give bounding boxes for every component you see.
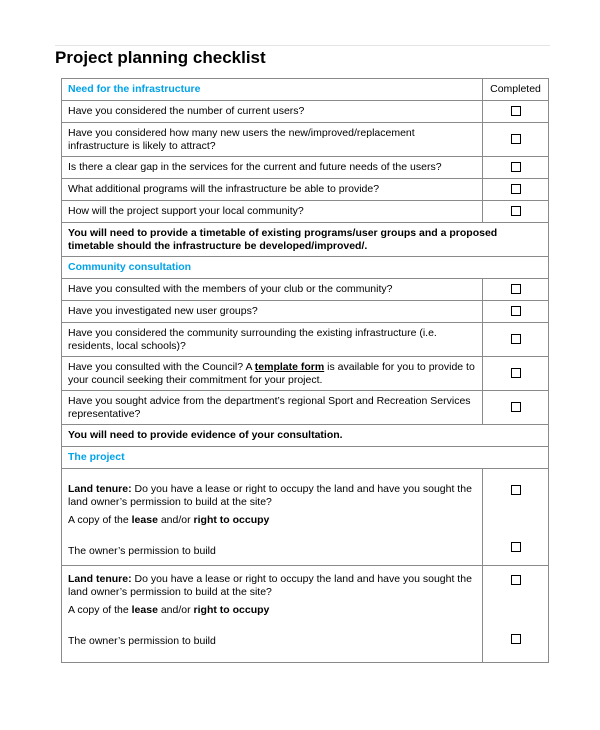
lease-copy-prefix: A copy of the <box>68 514 132 526</box>
consultation-note: You will need to provide evidence of your consultation. <box>62 425 549 447</box>
checkbox[interactable] <box>511 485 521 495</box>
completed-cell <box>483 323 549 357</box>
completed-cell <box>483 101 549 123</box>
lease-copy-line <box>68 514 476 527</box>
section-heading-community: Community consultation <box>62 257 549 279</box>
question-text: Have you considered the community surrounding the existing infrastructure (i.e. residents, local schools)? <box>62 323 483 357</box>
question-text: Have you considered how many new users the new/improved/replacement infrastructure is likely to attract? <box>62 123 483 157</box>
question-text: Have you investigated new user groups? <box>62 301 483 323</box>
checklist-table <box>61 78 549 663</box>
checkbox-line <box>489 574 542 587</box>
land-tenure-label: Land tenure: <box>68 573 132 585</box>
infrastructure-note: You will need to provide a timetable of existing programs/user groups and a proposed timetable should the infrastructure be developed/improved/. <box>62 223 549 257</box>
lease-copy-line <box>68 604 476 617</box>
table-row <box>62 323 549 357</box>
question-text <box>62 357 483 391</box>
land-tenure-question <box>68 573 476 599</box>
checkbox[interactable] <box>511 306 521 316</box>
title-rule <box>55 45 550 46</box>
checkbox[interactable] <box>511 106 521 116</box>
question-text: Have you sought advice from the department’s regional Sport and Recreation Services representative? <box>62 391 483 425</box>
table-row <box>62 157 549 179</box>
section-row <box>62 257 549 279</box>
table-row <box>62 357 549 391</box>
land-tenure-question <box>68 483 476 509</box>
land-tenure-text: Do you have a lease or right to occupy the land and have you sought the land owner’s permission to build at the site? <box>68 483 472 508</box>
checkbox[interactable] <box>511 206 521 216</box>
owner-permission-text: The owner’s permission to build <box>68 545 216 557</box>
lease-copy-mid: and/or <box>157 604 194 616</box>
page-title: Project planning checklist <box>55 48 266 67</box>
table-header-row <box>62 79 549 101</box>
completed-column-header: Completed <box>483 79 549 101</box>
table-row <box>62 391 549 425</box>
completed-cell <box>483 157 549 179</box>
table-row <box>62 301 549 323</box>
lease-word: lease <box>131 514 158 526</box>
question-text: Have you considered the number of current users? <box>62 101 483 123</box>
completed-cell <box>483 179 549 201</box>
land-tenure-text: Do you have a lease or right to occupy the land and have you sought the land owner’s permission to build at the site? <box>68 573 472 598</box>
question-text: What additional programs will the infrastructure be able to provide? <box>62 179 483 201</box>
checkbox[interactable] <box>511 575 521 585</box>
land-tenure-block <box>62 469 483 566</box>
checkbox-line <box>489 541 542 554</box>
table-row <box>62 201 549 223</box>
template-form-link[interactable]: template form <box>254 360 325 373</box>
table-row <box>62 101 549 123</box>
checkbox[interactable] <box>511 334 521 344</box>
owner-permission-text: The owner’s permission to build <box>68 635 216 647</box>
question-text: Have you consulted with the members of your club or the community? <box>62 279 483 301</box>
checkbox[interactable] <box>511 368 521 378</box>
right-to-occupy: right to occupy <box>193 514 270 526</box>
checkbox-line <box>489 633 542 646</box>
note-row <box>62 223 549 257</box>
question-text: How will the project support your local community? <box>62 201 483 223</box>
table-row <box>62 469 549 566</box>
checkbox[interactable] <box>511 402 521 412</box>
lease-word: lease <box>131 604 158 616</box>
section-heading-project: The project <box>62 447 549 469</box>
checkbox[interactable] <box>511 162 521 172</box>
checkbox[interactable] <box>511 542 521 552</box>
land-tenure-label: Land tenure: <box>68 483 132 495</box>
checkbox[interactable] <box>511 184 521 194</box>
council-text-end: is available for you to provide to your council seeking their commitment for your project. <box>68 360 475 386</box>
note-row <box>62 425 549 447</box>
council-text-start: Have you consulted with the Council? A <box>68 360 255 373</box>
table-row <box>62 123 549 157</box>
lease-copy-mid: and/or <box>157 514 194 526</box>
table-row <box>62 179 549 201</box>
completed-cell <box>483 301 549 323</box>
right-to-occupy: right to occupy <box>193 604 270 616</box>
section-heading-infrastructure: Need for the infrastructure <box>62 79 483 101</box>
checkbox[interactable] <box>511 634 521 644</box>
section-row <box>62 447 549 469</box>
lease-copy-prefix: A copy of the <box>68 604 132 616</box>
checkbox[interactable] <box>511 284 521 294</box>
land-tenure-block <box>62 566 483 663</box>
table-row <box>62 566 549 663</box>
table-row <box>62 279 549 301</box>
checkbox[interactable] <box>511 134 521 144</box>
checkbox-line <box>489 484 542 497</box>
question-text: Is there a clear gap in the services for the current and future needs of the users? <box>62 157 483 179</box>
completed-cell <box>483 357 549 391</box>
completed-cell <box>483 123 549 157</box>
completed-cell <box>483 201 549 223</box>
completed-cell <box>483 566 549 663</box>
completed-cell <box>483 391 549 425</box>
completed-cell <box>483 469 549 566</box>
completed-cell <box>483 279 549 301</box>
